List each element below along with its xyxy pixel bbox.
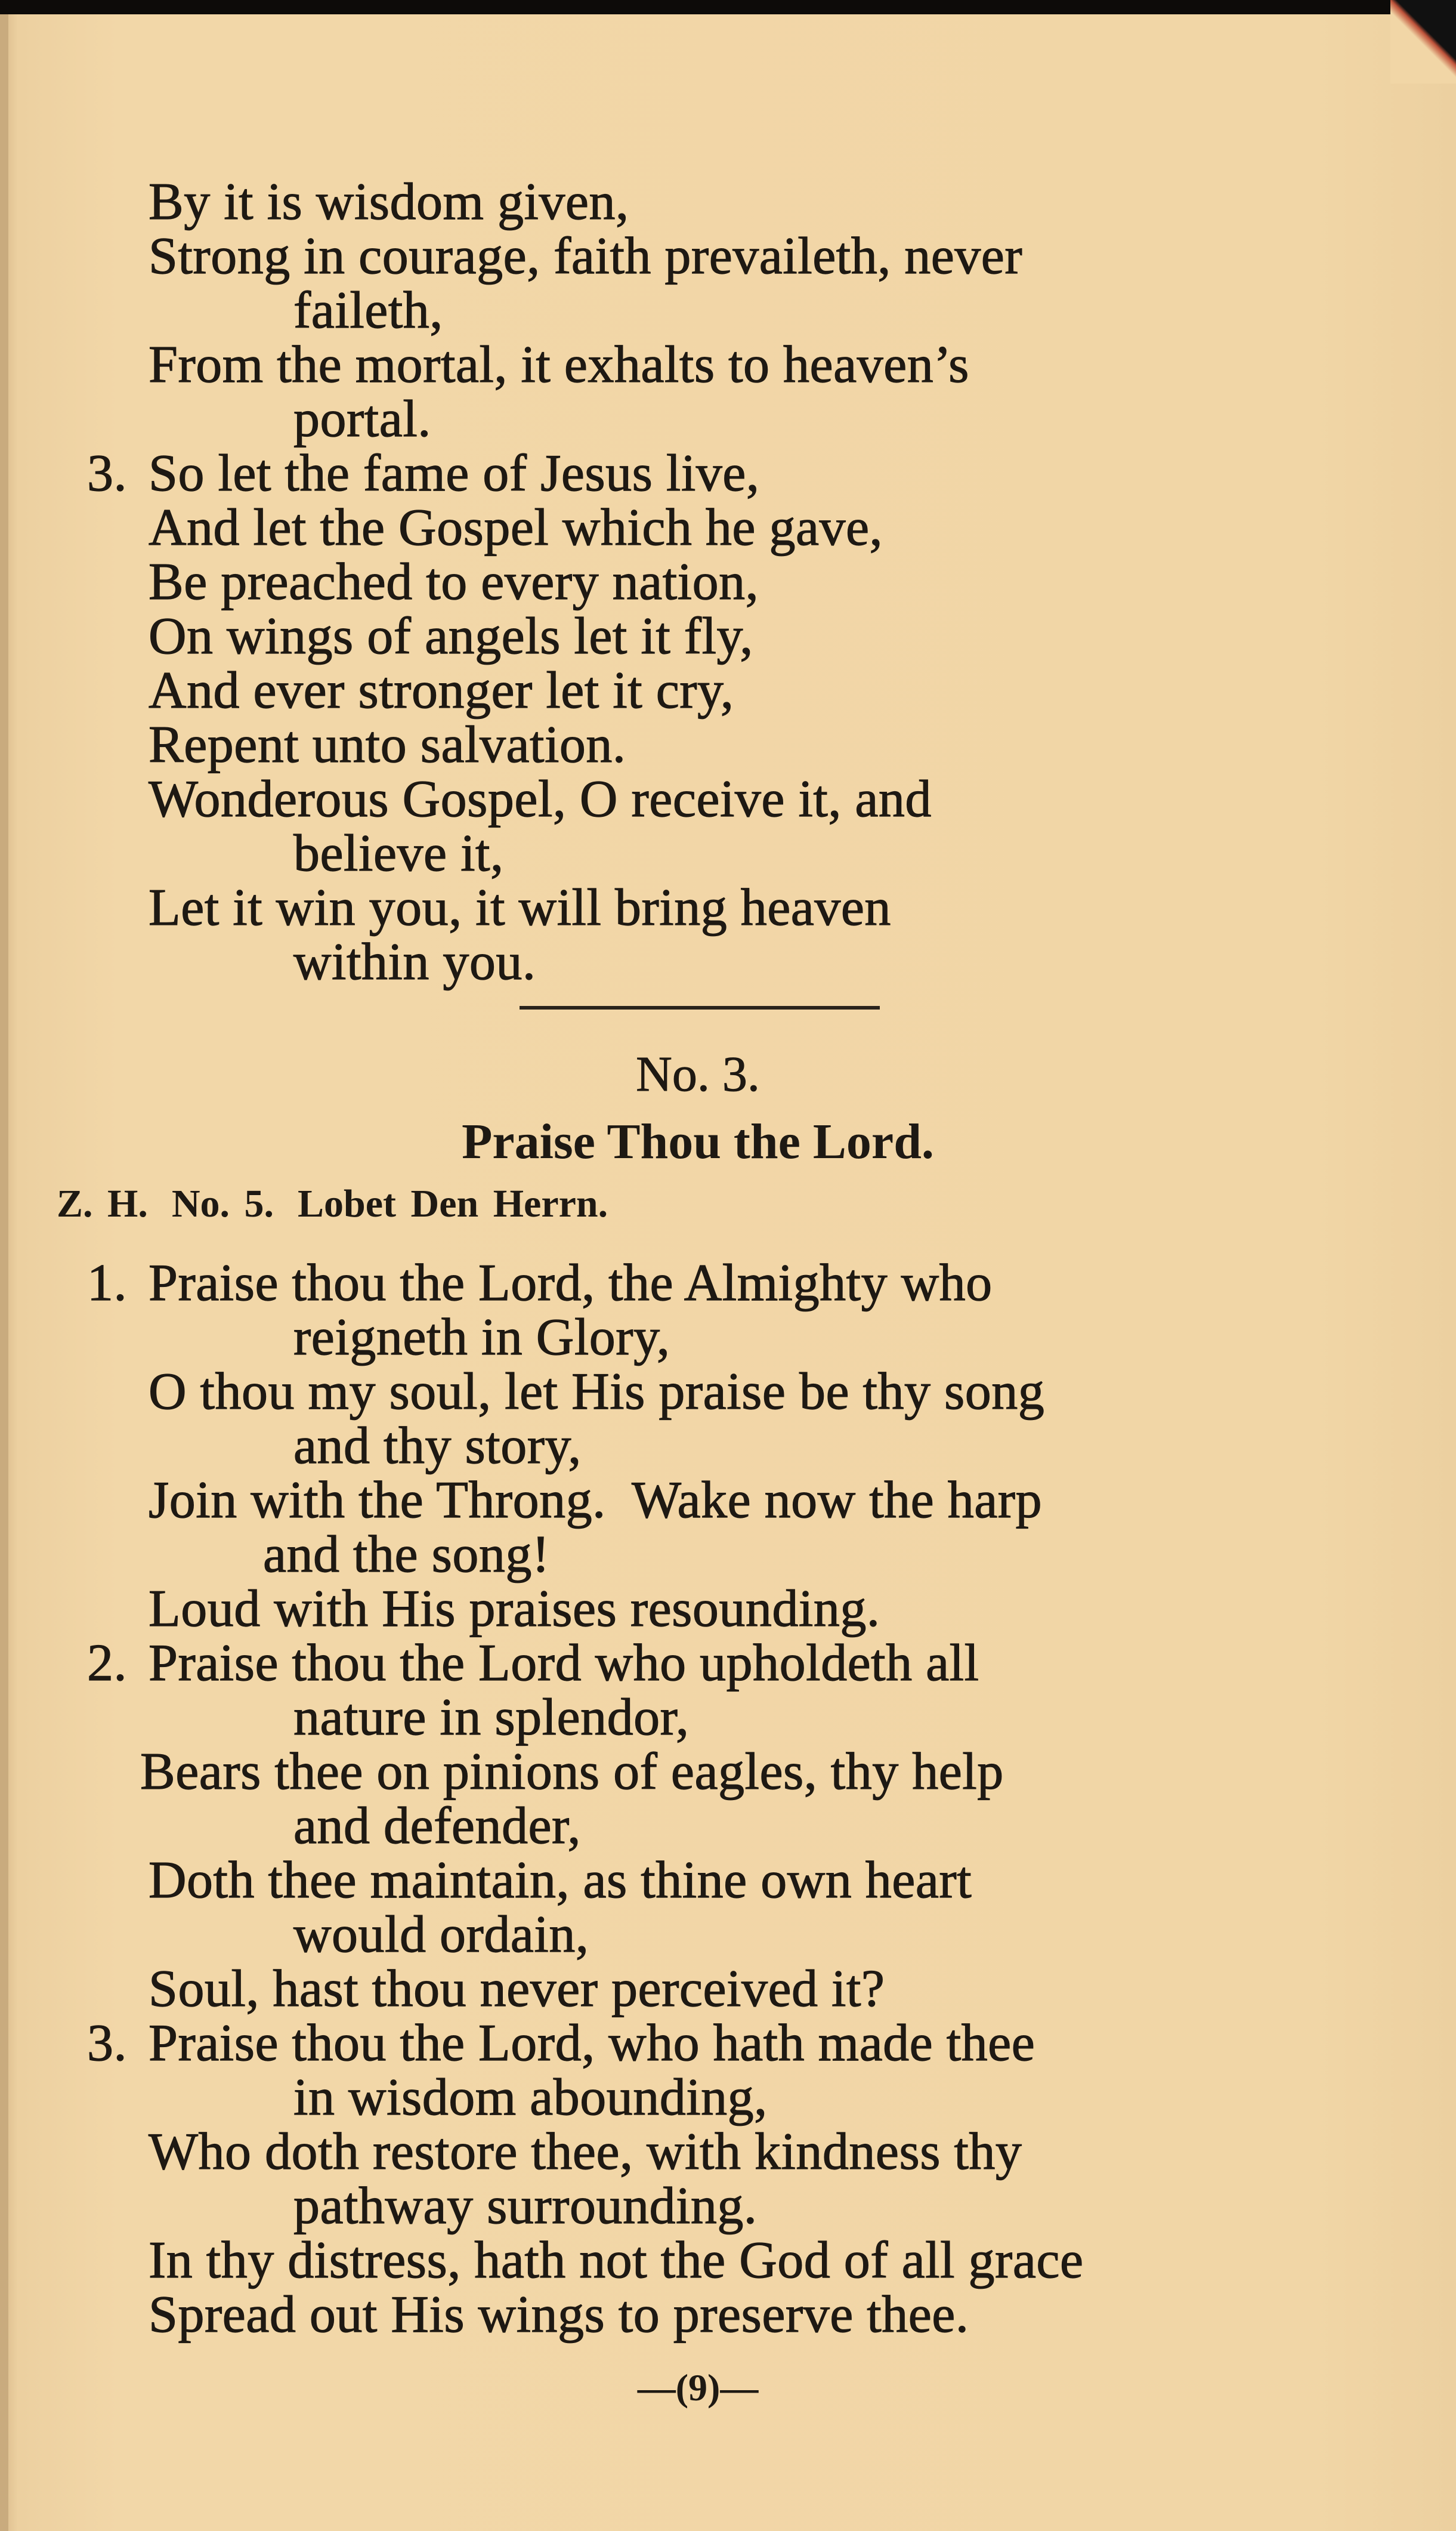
- verse-line: [0, 446, 1456, 501]
- verse-line: would ordain,: [293, 1906, 589, 1964]
- section-divider: [520, 1006, 880, 1010]
- hymn-verses: [0, 1256, 1456, 2342]
- verse-line: and the song!: [263, 1526, 550, 1584]
- verse-line: in wisdom abounding,: [293, 2069, 768, 2126]
- tune-book: Z. H.: [57, 1182, 148, 1226]
- verse-number: 1.: [87, 1254, 127, 1312]
- verse-line: portal.: [293, 390, 431, 448]
- verse-line: Soul, hast thou never perceived it?: [149, 1960, 885, 2018]
- verse-line: within you.: [293, 933, 536, 991]
- verse-line: By it is wisdom given,: [149, 173, 629, 231]
- scan-top-edge: [0, 0, 1456, 14]
- verse-line: faileth,: [293, 282, 443, 339]
- page-number: —(9)—: [637, 2366, 759, 2409]
- tune-name: Lobet Den Herrn.: [298, 1182, 608, 1226]
- verse-line: In thy distress, hath not the God of all grace: [149, 2231, 1084, 2289]
- hymn-title: Praise Thou the Lord.: [462, 1114, 934, 1169]
- verse-line: O thou my soul, let His praise be thy song: [149, 1363, 1045, 1421]
- verse-line: and defender,: [293, 1797, 581, 1855]
- tune-number: No. 5.: [171, 1182, 274, 1226]
- verse-line: Loud with His praises resounding.: [149, 1580, 880, 1638]
- verse-line: Repent unto salvation.: [149, 716, 626, 774]
- verse-line: Who doth restore thee, with kindness thy: [149, 2123, 1022, 2181]
- verse-line: [0, 1636, 1456, 1690]
- verse-continuation: [0, 175, 1456, 989]
- verse-line: Let it win you, it will bring heaven: [149, 879, 891, 937]
- verse-line: And ever stronger let it cry,: [149, 662, 734, 720]
- verse-number: 2.: [87, 1634, 127, 1692]
- verse-line: believe it,: [293, 825, 504, 882]
- verse-line: Bears thee on pinions of eagles, thy help: [140, 1743, 1004, 1801]
- verse-text: Praise thou the Lord, the Almighty who: [149, 1254, 993, 1312]
- verse-line: Be preached to every nation,: [149, 553, 759, 611]
- verse-line: Join with the Throng. Wake now the harp: [149, 1471, 1043, 1529]
- verse-line: [0, 2016, 1456, 2070]
- page-corner: [1390, 0, 1456, 84]
- verse-line: Spread out His wings to preserve thee.: [149, 2286, 969, 2344]
- verse-line: nature in splendor,: [293, 1689, 690, 1746]
- verse-line: From the mortal, it exhalts to heaven’s: [149, 336, 969, 394]
- tune-reference: [57, 1181, 632, 1227]
- verse-number: 3.: [87, 445, 127, 502]
- verse-line: reigneth in Glory,: [293, 1308, 670, 1366]
- verse-number: 3.: [87, 2014, 127, 2072]
- verse-line: Wonderous Gospel, O receive it, and: [149, 770, 932, 828]
- verse-line: Strong in courage, faith prevaileth, never: [149, 227, 1023, 285]
- verse-line: pathway surrounding.: [293, 2177, 758, 2235]
- verse-text: Praise thou the Lord who upholdeth all: [149, 1634, 979, 1692]
- verse-line: On wings of angels let it fly,: [149, 607, 753, 665]
- verse-line: and thy story,: [293, 1417, 582, 1475]
- verse-text: So let the fame of Jesus live,: [149, 445, 760, 502]
- hymn-number: No. 3.: [636, 1047, 760, 1102]
- verse-line: [0, 1256, 1456, 1310]
- verse-line: And let the Gospel which he gave,: [149, 499, 883, 557]
- verse-text: Praise thou the Lord, who hath made thee: [149, 2014, 1035, 2072]
- verse-line: Doth thee maintain, as thine own heart: [149, 1851, 972, 1909]
